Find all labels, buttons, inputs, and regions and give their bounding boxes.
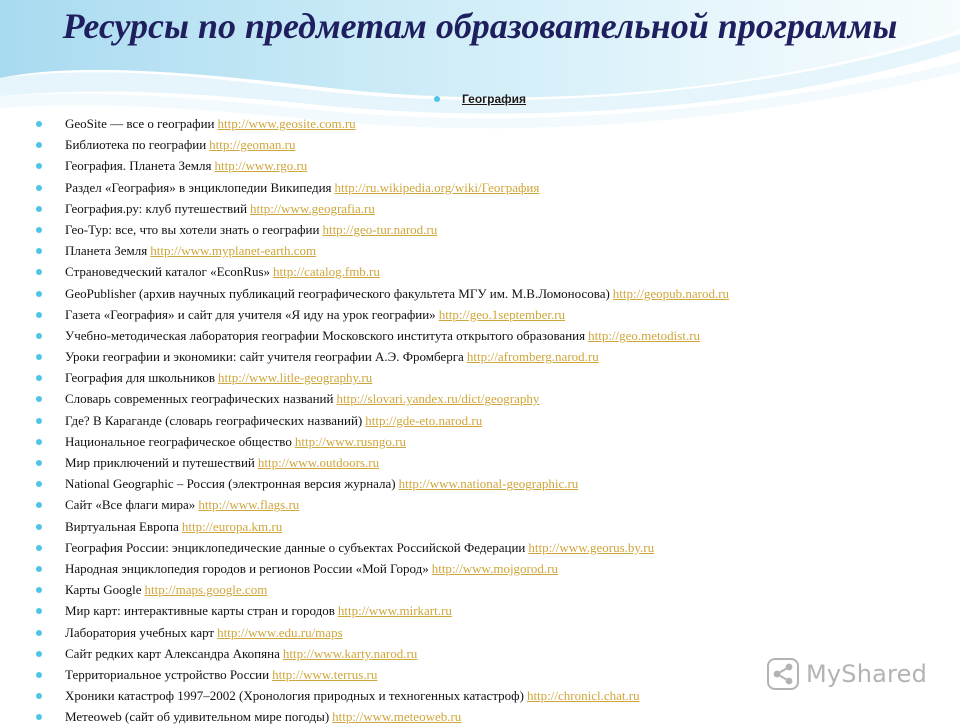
- resource-link[interactable]: http://www.myplanet-earth.com: [150, 243, 317, 259]
- resource-item: [36, 537, 936, 558]
- slide-title: Ресурсы по предметам образовательной программы: [62, 6, 898, 46]
- bullet-dot: [36, 206, 42, 212]
- bullet-dot: [36, 354, 42, 360]
- resource-description: Лаборатория учебных карт: [65, 624, 215, 640]
- myshared-watermark: [766, 656, 927, 692]
- resource-link[interactable]: http://www.geografia.ru: [250, 200, 375, 216]
- bullet-dot: [36, 608, 42, 614]
- resource-item: [36, 600, 936, 621]
- subject-heading: [0, 92, 960, 106]
- resource-description: National Geographic – Россия (электронная версия журнала): [65, 476, 396, 492]
- resource-description: Где? В Караганде (словарь географических названий): [65, 412, 363, 428]
- resource-item: [36, 410, 936, 431]
- resource-description: Библиотека по географии: [65, 137, 207, 153]
- resource-item: [36, 155, 936, 176]
- resource-item: [36, 367, 936, 388]
- resource-description: GeoSite — все о географии: [65, 116, 215, 131]
- resource-item: [36, 261, 936, 282]
- resource-link[interactable]: http://geo-tur.narod.ru: [322, 221, 438, 237]
- bullet-dot: [36, 651, 42, 657]
- resource-link[interactable]: http://geo.1september.ru: [438, 306, 566, 322]
- resource-description: Виртуальная Европа: [65, 518, 179, 534]
- resource-description: География России: энциклопедические данные о субъектах Российской Федерации: [65, 539, 526, 555]
- bullet-dot: [36, 375, 42, 381]
- bullet-dot: [36, 248, 42, 254]
- resource-link[interactable]: http://www.flags.ru: [198, 497, 300, 513]
- subject-label: География: [461, 92, 527, 106]
- bullet-dot: [36, 269, 42, 275]
- resource-item: [36, 346, 936, 367]
- resource-description: Планета Земля: [65, 243, 148, 259]
- resource-description: Гео-Тур: все, что вы хотели знать о географии: [65, 221, 320, 237]
- resource-item: [36, 494, 936, 515]
- resource-link[interactable]: http://www.terrus.ru: [272, 666, 378, 682]
- resource-link[interactable]: http://geoman.ru: [209, 137, 296, 153]
- resource-description: Народная энциклопедия городов и регионов России «Мой Город»: [65, 560, 429, 576]
- bullet-dot: [36, 396, 42, 402]
- resource-list: [36, 113, 936, 727]
- resource-item: [36, 452, 936, 473]
- resource-link[interactable]: http://chronicl.chat.ru: [526, 688, 640, 704]
- resource-link[interactable]: http://www.geosite.com.ru: [217, 116, 356, 131]
- bullet-dot: [36, 142, 42, 148]
- bullet-dot: [36, 163, 42, 169]
- resource-item: [36, 579, 936, 600]
- resource-link[interactable]: http://geo.metodist.ru: [588, 327, 701, 343]
- resource-description: Газета «География» и сайт для учителя «Я иду на урок географии»: [65, 306, 436, 322]
- resource-link[interactable]: http://www.rgo.ru: [214, 158, 308, 174]
- bullet-dot: [36, 460, 42, 466]
- resource-description: Уроки географии и экономики: сайт учителя географии А.Э. Фромберга: [65, 349, 464, 365]
- resource-description: География. Планета Земля: [65, 158, 212, 174]
- resource-item: [36, 325, 936, 346]
- bullet-dot: [36, 418, 42, 424]
- resource-description: Раздел «География» в энциклопедии Википедия: [65, 179, 332, 195]
- resource-item: [36, 134, 936, 155]
- resource-description: Сайт редких карт Александра Акопяна: [65, 645, 280, 661]
- resource-description: Учебно-методическая лаборатория географии Московского института открытого образования: [65, 327, 586, 343]
- bullet-dot: [36, 227, 42, 233]
- bullet-dot: [36, 121, 42, 127]
- resource-item: [36, 431, 936, 452]
- resource-item: [36, 388, 936, 409]
- bullet-dot: [36, 587, 42, 593]
- bullet-dot: [36, 545, 42, 551]
- bullet-dot: [36, 312, 42, 318]
- bullet-dot: [36, 333, 42, 339]
- resource-link[interactable]: http://www.mojgorod.ru: [431, 560, 558, 576]
- resource-description: География для школьников: [65, 370, 215, 386]
- resource-item: [36, 558, 936, 579]
- resource-item: [36, 622, 936, 643]
- resource-link[interactable]: http://www.meteoweb.ru: [332, 709, 462, 725]
- resource-link[interactable]: http://www.rusngo.ru: [294, 433, 406, 449]
- resource-item: [36, 516, 936, 537]
- resource-description: География.ру: клуб путешествий: [65, 200, 248, 216]
- watermark-text: MyShared: [806, 660, 928, 688]
- bullet-dot: [36, 672, 42, 678]
- resource-description: GeoPublisher (архив научных публикаций географического факультета МГУ им. М.В.Ломоносова): [65, 285, 610, 301]
- resource-item: [36, 283, 936, 304]
- resource-item: [36, 198, 936, 219]
- bullet-dot: [36, 291, 42, 297]
- resource-description: Страноведческий каталог «EconRus»: [65, 264, 271, 280]
- resource-description: Территориальное устройство России: [65, 666, 270, 682]
- bullet-dot: [434, 96, 440, 102]
- resource-link[interactable]: http://maps.google.com: [144, 582, 268, 598]
- resource-link[interactable]: http://europa.km.ru: [181, 518, 283, 534]
- resource-link[interactable]: http://gde-eto.narod.ru: [365, 412, 483, 428]
- bullet-dot: [36, 439, 42, 445]
- resource-link[interactable]: http://afromberg.narod.ru: [466, 349, 599, 365]
- bullet-dot: [36, 566, 42, 572]
- resource-description: Мир карт: интерактивные карты стран и городов: [65, 603, 335, 619]
- resource-link[interactable]: http://www.litle-geography.ru: [217, 370, 373, 386]
- resource-link[interactable]: http://www.mirkart.ru: [337, 603, 452, 619]
- resource-description: Сайт «Все флаги мира»: [65, 497, 196, 513]
- bullet-dot: [36, 481, 42, 487]
- resource-item: [36, 304, 936, 325]
- resource-link[interactable]: http://www.outdoors.ru: [257, 455, 380, 470]
- bullet-dot: [36, 714, 42, 720]
- bullet-dot: [36, 524, 42, 530]
- share-logo-icon: [766, 657, 800, 691]
- resource-item: [36, 473, 936, 494]
- resource-description: Карты Google: [65, 582, 142, 598]
- bullet-dot: [36, 502, 42, 508]
- resource-link[interactable]: http://catalog.fmb.ru: [273, 264, 380, 280]
- resource-item: [36, 706, 936, 727]
- resource-description: Хроники катастроф 1997–2002 (Хронология природных и техногенных катастроф): [65, 688, 524, 704]
- resource-item: [36, 113, 936, 134]
- resource-description: Национальное географическое общество: [65, 433, 292, 449]
- resource-link[interactable]: http://www.karty.narod.ru: [282, 645, 418, 661]
- resource-link[interactable]: http://ru.wikipedia.org/wiki/География: [334, 179, 540, 195]
- resource-item: [36, 177, 936, 198]
- resource-link[interactable]: http://slovari.yandex.ru/dict/geography: [336, 391, 540, 407]
- bullet-dot: [36, 630, 42, 636]
- resource-description: Словарь современных географических названий: [65, 391, 334, 407]
- resource-link[interactable]: http://www.national-geographic.ru: [398, 476, 579, 492]
- resource-description: Метеоweb (сайт об удивительном мире погоды): [65, 709, 330, 725]
- resource-item: [36, 240, 936, 261]
- resource-description: Мир приключений и путешествий: [65, 455, 255, 470]
- resource-link[interactable]: http://www.edu.ru/maps: [217, 624, 343, 640]
- resource-item: [36, 219, 936, 240]
- resource-link[interactable]: http://geopub.narod.ru: [612, 285, 730, 301]
- resource-link[interactable]: http://www.georus.by.ru: [528, 539, 655, 555]
- bullet-dot: [36, 693, 42, 699]
- bullet-dot: [36, 185, 42, 191]
